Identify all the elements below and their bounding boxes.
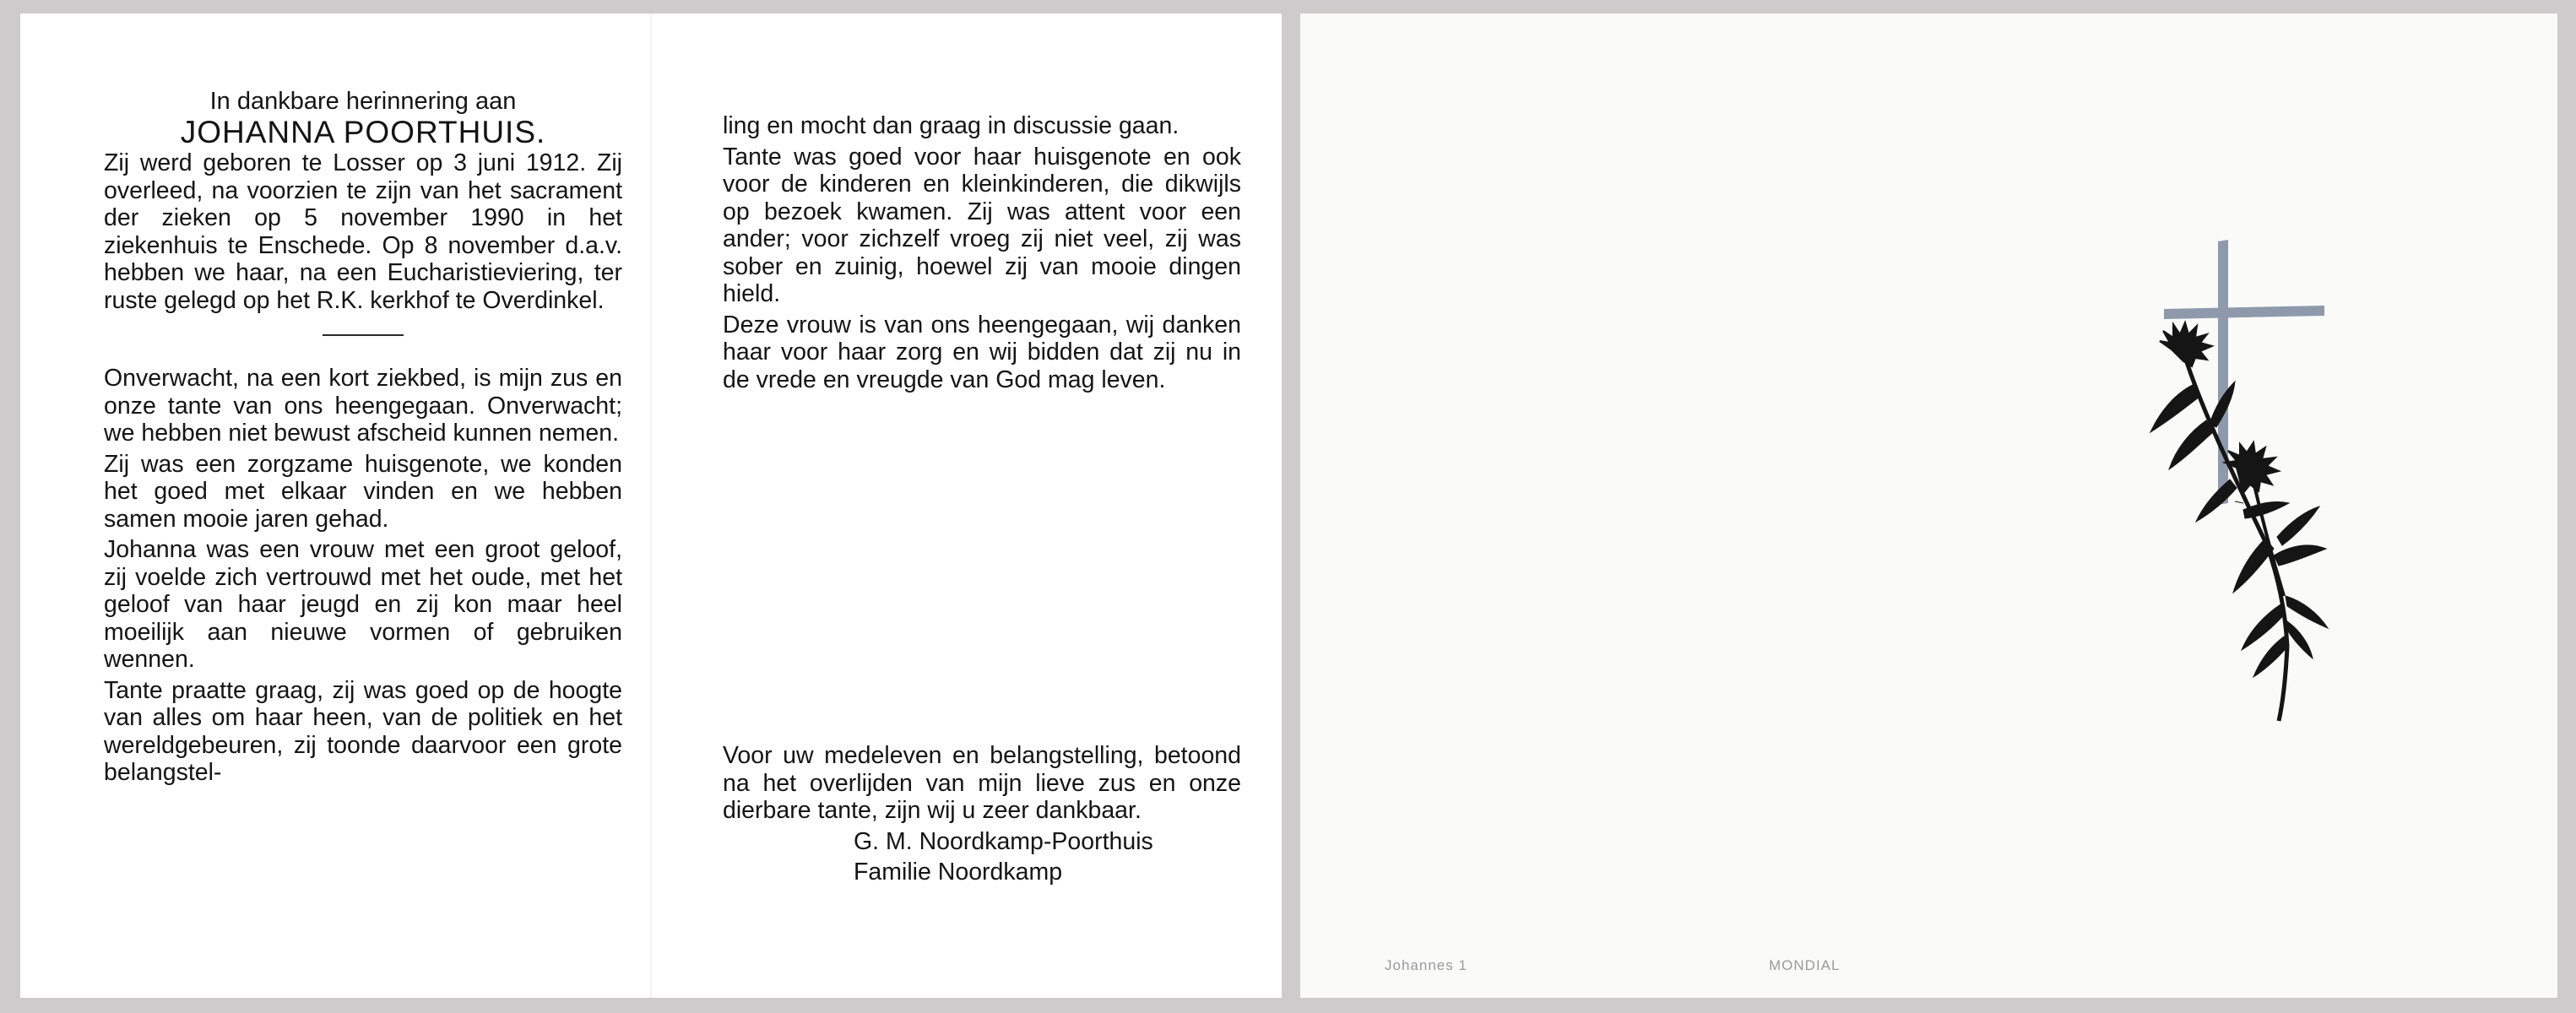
paragraph-text: Tante praatte graag, zij was goed op de hoogte van alles om haar heen, van de politiek en het wereldgebeuren, zij toonde daarvoor een grote belangstel-	[104, 676, 622, 786]
thanks-block	[723, 742, 1241, 890]
memorial-card-cover	[1300, 14, 2557, 998]
intro-text: In dankbare herinnering aan	[209, 88, 517, 115]
cross-with-thistle-icon	[2125, 225, 2378, 731]
footer-brand: MONDIAL	[1769, 957, 1841, 973]
paragraph-biography: Zij werd geboren te Losser op 3 juni 1912. Zij overleed, na voorzien te zijn van het sacrament der zieken op 5 november 1990 in het ziekenhuis te Enschede. Op 8 november d.a.v. hebben we haar, na een Eucharistieviering, ter ruste gelegd op het R.K. kerkhof te Overdinkel.	[104, 149, 622, 314]
paragraph-text: Zij was een zorgzame huisgenote, we konden het goed met elkaar vinden en we hebben samen mooie jaren gehad.	[104, 450, 622, 533]
cross-horizontal-beam	[2164, 306, 2324, 319]
signature-line: G. M. Noordkamp-Poorthuis	[854, 827, 1153, 855]
memorial-card-inside	[20, 14, 1282, 998]
right-column	[723, 112, 1241, 886]
paragraph-text: Deze vrouw is van ons heengegaan, wij danken haar voor haar zorg en wij bidden dat zij nu in de vrede en vreugde van God mag leven.	[723, 311, 1241, 393]
deceased-name: JOHANNA POORTHUIS.	[180, 114, 546, 149]
paragraph-text: Johanna was een vrouw met een groot geloof, zij voelde zich vertrouwd met het oude, met het geloof van haar jeugd en zij kon maar heel moeilijk aan nieuwe vormen of gebruiken wennen.	[104, 536, 622, 673]
paragraph-text: Onverwacht, na een kort ziekbed, is mijn zus en onze tante van ons heengegaan. Onverwacht; we hebben niet bewust afscheid kunnen nemen.	[104, 365, 622, 447]
divider-line	[323, 334, 404, 336]
left-column	[104, 88, 622, 790]
paragraph-text: Tante was goed voor haar huisgenote en ook voor de kinderen en kleinkinderen, die dikwijls op bezoek kwamen. Zij was attent voor een ander; voor zichzelf vroeg zij niet veel, zij was sober en zuinig, hoewel zij van mooie dingen hield.	[723, 143, 1241, 307]
cross-vertical-beam	[2218, 240, 2228, 505]
thanks-text: Voor uw medeleven en belangstelling, betoond na het overlijden van mijn lieve zus en onze dierbare tante, zijn wij u zeer dankbaar.	[723, 742, 1241, 824]
card-fold	[650, 14, 652, 998]
footer-verse: Johannes 1	[1385, 957, 1467, 973]
paragraph-text: ling en mocht dan graag in discussie gaan.	[723, 112, 1180, 139]
signature-line: Familie Noordkamp	[854, 859, 1063, 886]
thistle-icon	[2150, 322, 2328, 721]
